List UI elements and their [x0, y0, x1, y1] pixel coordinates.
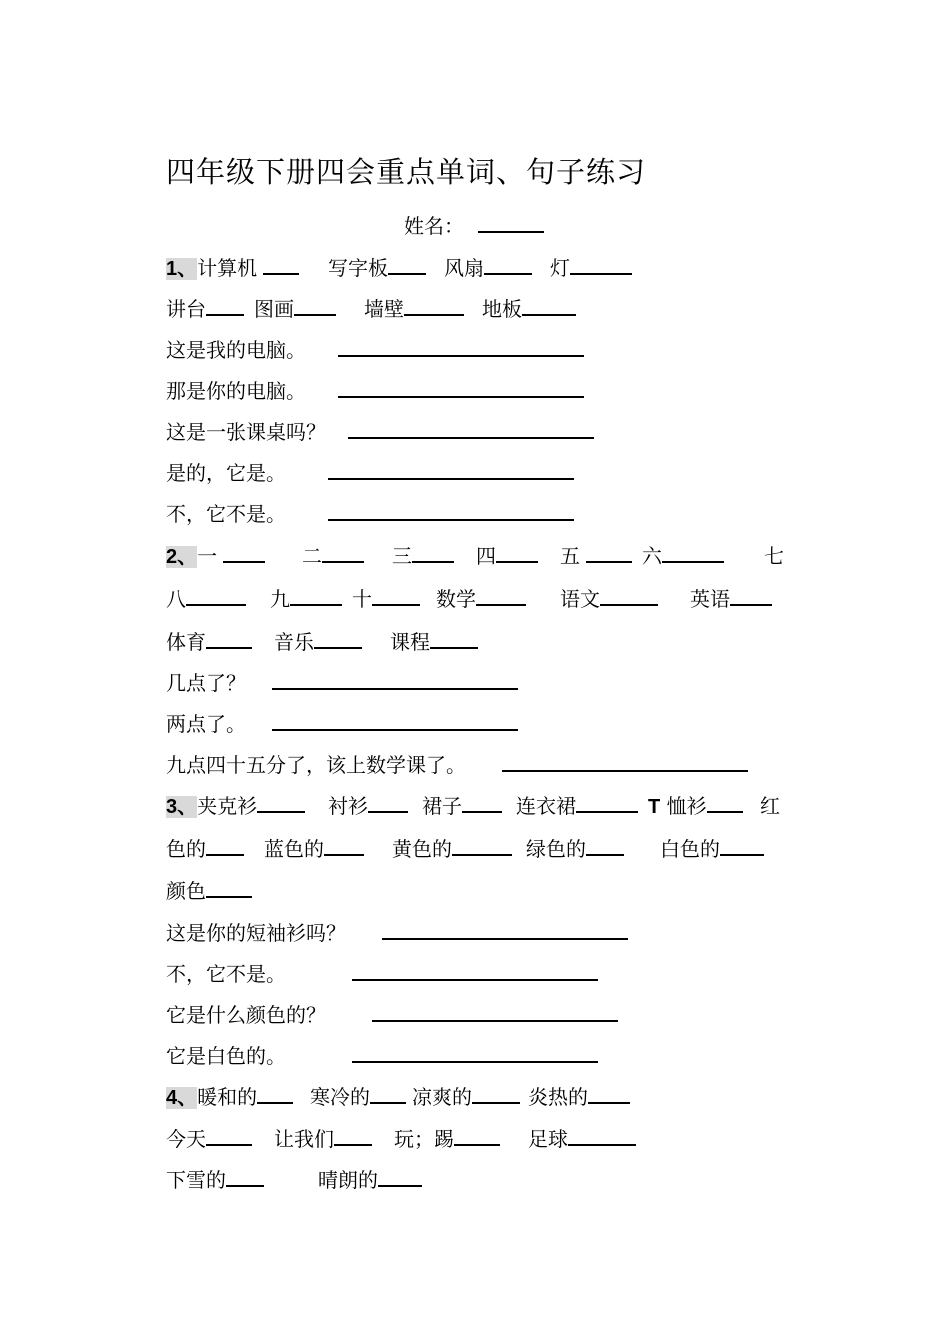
answer-blank[interactable] — [568, 1126, 636, 1146]
answer-blank[interactable] — [186, 586, 246, 606]
word: 晴朗的 — [318, 1168, 378, 1192]
word: 灯 — [550, 256, 570, 280]
answer-blank[interactable] — [476, 586, 526, 606]
word: 图画 — [254, 297, 294, 321]
answer-blank[interactable] — [412, 543, 454, 563]
word: 七 — [764, 544, 784, 568]
word: 课程 — [390, 630, 430, 654]
word: 恤衫 — [666, 794, 707, 818]
sentence: 九点四十五分了，该上数学课了。 — [166, 753, 466, 777]
word: 计算机 — [197, 256, 258, 280]
answer-blank[interactable] — [206, 836, 244, 856]
answer-blank[interactable] — [586, 836, 624, 856]
word: 数学 — [436, 587, 476, 611]
word: 讲台 — [166, 297, 206, 321]
word: 体育 — [166, 630, 206, 654]
sentence: 是的，它是。 — [166, 461, 286, 485]
answer-blank[interactable] — [662, 543, 724, 563]
answer-line[interactable] — [502, 752, 748, 772]
answer-blank[interactable] — [263, 255, 299, 275]
word: 白色的 — [660, 837, 720, 861]
word: 裙子 — [422, 794, 462, 818]
word: 寒冷的 — [310, 1085, 370, 1109]
word: T — [648, 796, 661, 818]
answer-blank[interactable] — [334, 1126, 372, 1146]
sentence: 不，它不是。 — [166, 962, 286, 986]
answer-line[interactable] — [372, 1002, 618, 1022]
sentence: 它是白色的。 — [166, 1044, 286, 1068]
answer-blank[interactable] — [257, 1084, 293, 1104]
word: 九 — [270, 587, 290, 611]
answer-blank[interactable] — [206, 629, 252, 649]
answer-blank[interactable] — [370, 1084, 406, 1104]
word: 三 — [392, 544, 412, 568]
section-number: 3、 — [166, 796, 198, 818]
section-number: 4、 — [166, 1087, 198, 1109]
word: 二 — [302, 544, 322, 568]
answer-blank[interactable] — [257, 793, 305, 813]
word: 夹克衫 — [197, 794, 258, 818]
word: 英语 — [690, 587, 730, 611]
answer-blank[interactable] — [226, 1167, 264, 1187]
word: 让我们 — [274, 1127, 334, 1151]
word: 黄色的 — [392, 837, 452, 861]
sentence: 这是我的电脑。 — [166, 338, 306, 362]
answer-blank[interactable] — [430, 629, 478, 649]
answer-line[interactable] — [348, 419, 594, 439]
answer-blank[interactable] — [496, 543, 538, 563]
word: 下雪的 — [166, 1168, 226, 1192]
answer-blank[interactable] — [522, 296, 576, 316]
answer-blank[interactable] — [388, 255, 426, 275]
answer-blank[interactable] — [314, 629, 362, 649]
answer-blank[interactable] — [404, 296, 464, 316]
answer-blank[interactable] — [322, 543, 364, 563]
sentence: 它是什么颜色的？ — [166, 1003, 326, 1027]
word: 足球 — [528, 1127, 568, 1151]
sentence: 那是你的电脑。 — [166, 379, 306, 403]
word: 一 — [197, 544, 218, 568]
word: 五 — [560, 544, 580, 568]
word: 绿色的 — [526, 837, 586, 861]
answer-blank[interactable] — [378, 1167, 422, 1187]
sentence: 不，它不是。 — [166, 502, 286, 526]
answer-line[interactable] — [272, 711, 518, 731]
answer-blank[interactable] — [206, 878, 252, 898]
answer-blank[interactable] — [484, 255, 532, 275]
answer-line[interactable] — [382, 920, 628, 940]
word: 红 — [760, 794, 780, 818]
word: 风扇 — [444, 256, 484, 280]
section-number: 2、 — [166, 546, 198, 568]
section-number: 1、 — [166, 258, 198, 280]
word: 八 — [166, 587, 186, 611]
answer-blank[interactable] — [294, 296, 336, 316]
answer-blank[interactable] — [707, 793, 743, 813]
answer-blank[interactable] — [324, 836, 364, 856]
answer-blank[interactable] — [462, 793, 502, 813]
answer-line[interactable] — [352, 961, 598, 981]
name-label: 姓名： — [404, 214, 464, 238]
answer-line[interactable] — [272, 670, 518, 690]
answer-blank[interactable] — [588, 1084, 630, 1104]
answer-blank[interactable] — [223, 543, 265, 563]
answer-line[interactable] — [338, 337, 584, 357]
name-blank[interactable] — [478, 213, 544, 233]
answer-blank[interactable] — [206, 1126, 252, 1146]
answer-blank[interactable] — [472, 1084, 520, 1104]
answer-blank[interactable] — [206, 296, 244, 316]
word: 语文 — [560, 587, 600, 611]
answer-line[interactable] — [328, 460, 574, 480]
word: 玩；踢 — [394, 1127, 454, 1151]
word: 六 — [642, 544, 662, 568]
answer-blank[interactable] — [290, 586, 342, 606]
answer-blank[interactable] — [600, 586, 658, 606]
word: 墙壁 — [364, 297, 404, 321]
answer-blank[interactable] — [720, 836, 764, 856]
answer-blank[interactable] — [730, 586, 772, 606]
word: 写字板 — [328, 256, 388, 280]
word: 连衣裙 — [516, 794, 576, 818]
answer-blank[interactable] — [570, 255, 632, 275]
word: 暖和的 — [197, 1085, 258, 1109]
answer-line[interactable] — [338, 378, 584, 398]
answer-blank[interactable] — [372, 586, 420, 606]
word: 炎热的 — [528, 1085, 588, 1109]
word: 地板 — [482, 297, 522, 321]
answer-blank[interactable] — [368, 793, 408, 813]
answer-blank[interactable] — [454, 1126, 500, 1146]
word: 十 — [352, 587, 372, 611]
sentence: 这是你的短袖衫吗？ — [166, 921, 346, 945]
sentence: 几点了？ — [166, 671, 246, 695]
answer-line[interactable] — [328, 501, 574, 521]
answer-blank[interactable] — [586, 543, 632, 563]
sentence: 两点了。 — [166, 712, 246, 736]
word: 色的 — [166, 837, 206, 861]
word: 蓝色的 — [264, 837, 324, 861]
word: 音乐 — [274, 630, 314, 654]
word: 四 — [476, 544, 496, 568]
answer-blank[interactable] — [452, 836, 512, 856]
word: 今天 — [166, 1127, 206, 1151]
sentence: 这是一张课桌吗？ — [166, 420, 326, 444]
word: 凉爽的 — [412, 1085, 472, 1109]
word: 衬衫 — [328, 794, 368, 818]
word: 颜色 — [166, 879, 206, 903]
answer-blank[interactable] — [576, 793, 638, 813]
page-title: 四年级下册四会重点单词、句子练习 — [166, 155, 647, 189]
answer-line[interactable] — [352, 1043, 598, 1063]
